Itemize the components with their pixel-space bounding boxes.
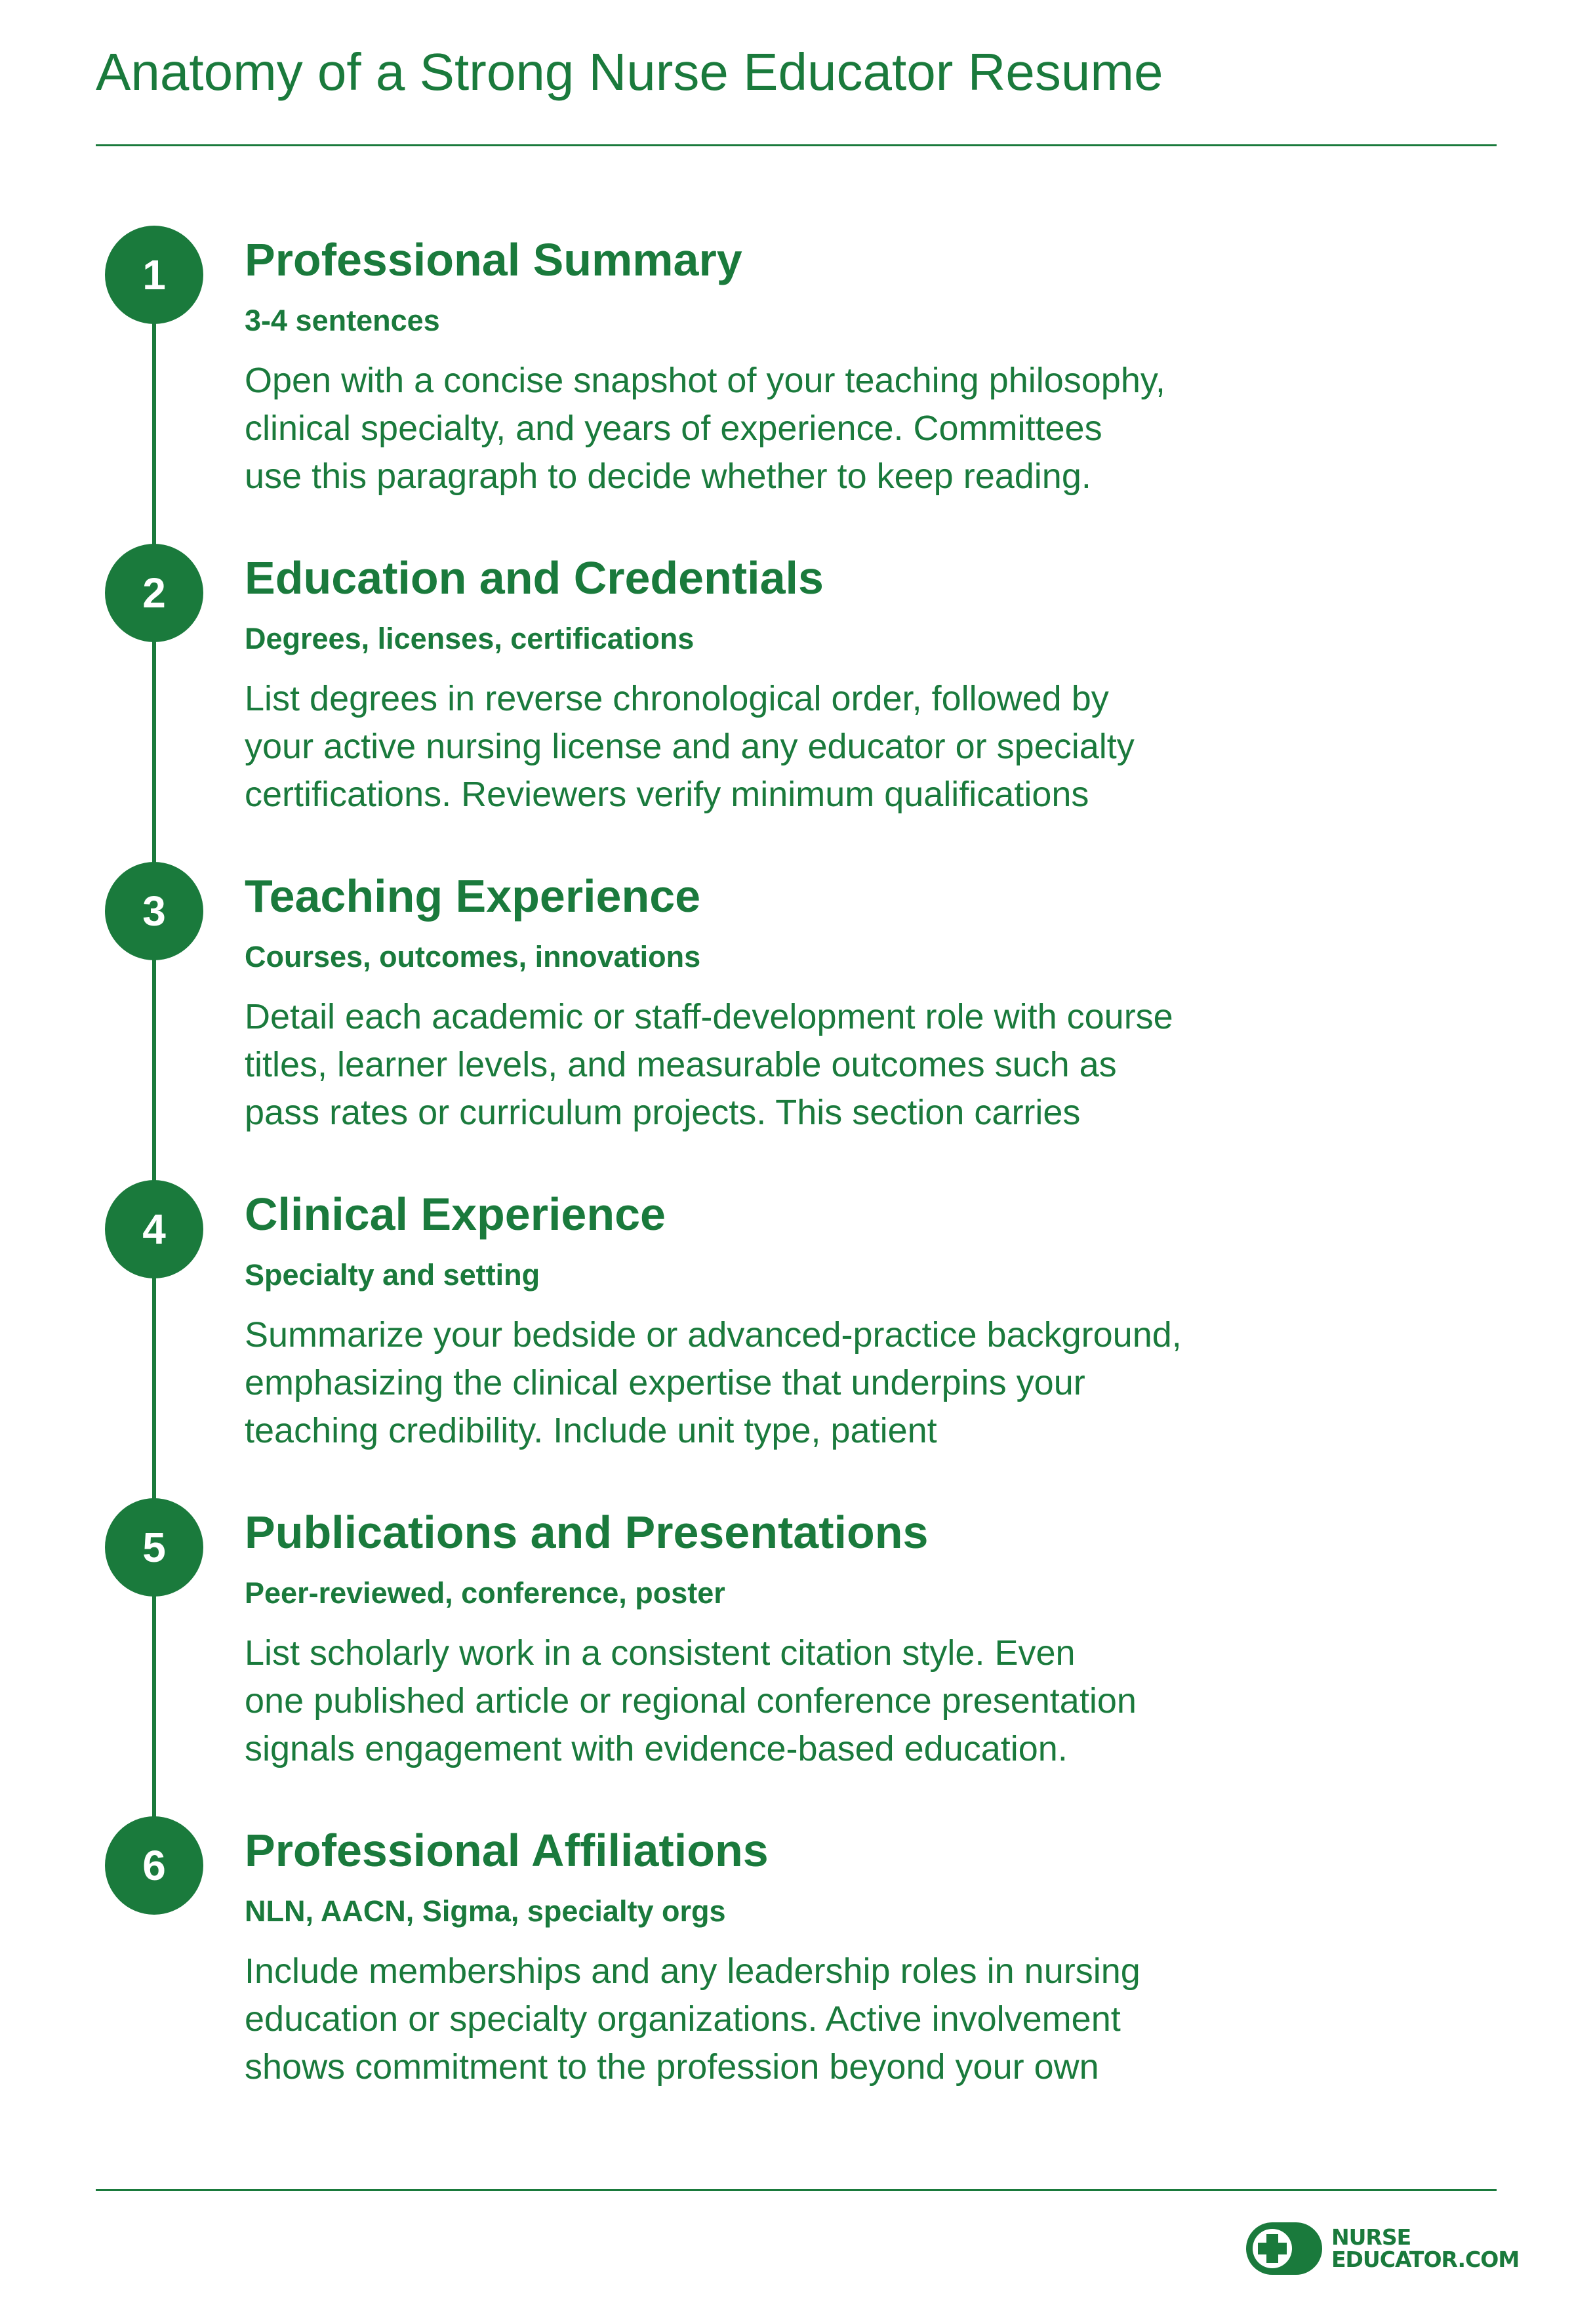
step-number-badge: 2 xyxy=(105,544,203,642)
section-body xyxy=(245,675,1268,819)
body-line: clinical specialty, and years of experience. Committees xyxy=(245,409,1102,448)
body-line: teaching credibility. Include unit type, patient xyxy=(245,1411,937,1450)
header-divider xyxy=(96,144,1497,146)
section-heading: Education and Credentials xyxy=(245,552,824,603)
section-professional-affiliations xyxy=(0,1816,1574,2092)
body-line: Summarize your bedside or advanced-practice background, xyxy=(245,1315,1182,1355)
section-publications-presentations xyxy=(0,1498,1574,1774)
page-title: Anatomy of a Strong Nurse Educator Resume xyxy=(96,43,1163,101)
section-clinical-experience xyxy=(0,1180,1574,1456)
brand-wordmark xyxy=(1331,2226,1519,2271)
step-number-badge: 3 xyxy=(105,862,203,960)
body-line: List degrees in reverse chronological order, followed by xyxy=(245,679,1109,718)
section-subheading: NLN, AACN, Sigma, specialty orgs xyxy=(245,1894,726,1928)
section-body xyxy=(245,357,1268,500)
section-subheading: 3-4 sentences xyxy=(245,304,440,337)
body-line: Include memberships and any leadership roles in nursing xyxy=(245,1951,1140,1991)
body-line: List scholarly work in a consistent citation style. Even xyxy=(245,1633,1076,1673)
body-line: Detail each academic or staff-development role with course xyxy=(245,997,1173,1036)
body-line: pass rates or curriculum projects. This section carries xyxy=(245,1093,1081,1132)
section-subheading: Peer-reviewed, conference, poster xyxy=(245,1576,725,1610)
section-heading: Professional Affiliations xyxy=(245,1825,769,1876)
section-heading: Professional Summary xyxy=(245,234,742,285)
section-heading: Publications and Presentations xyxy=(245,1507,929,1558)
step-number-badge: 4 xyxy=(105,1180,203,1278)
footer-divider xyxy=(96,2189,1497,2191)
section-teaching-experience xyxy=(0,862,1574,1137)
step-number-badge: 6 xyxy=(105,1816,203,1915)
body-line: one published article or regional conference presentation xyxy=(245,1681,1137,1721)
body-line: education or specialty organizations. Active involvement xyxy=(245,1999,1121,2039)
section-heading: Teaching Experience xyxy=(245,870,701,922)
body-line: emphasizing the clinical expertise that underpins your xyxy=(245,1363,1085,1402)
section-professional-summary xyxy=(0,226,1574,501)
body-line: shows commitment to the profession beyond your own xyxy=(245,2047,1099,2087)
section-subheading: Specialty and setting xyxy=(245,1258,540,1292)
body-line: Open with a concise snapshot of your teaching philosophy, xyxy=(245,361,1165,400)
step-number-badge: 5 xyxy=(105,1498,203,1597)
step-number-badge: 1 xyxy=(105,226,203,324)
body-line: use this paragraph to decide whether to keep reading. xyxy=(245,457,1091,496)
brand-line-1: NURSE xyxy=(1331,2224,1411,2250)
medical-cross-icon xyxy=(1246,2222,1322,2275)
section-education-credentials xyxy=(0,544,1574,819)
body-line: titles, learner levels, and measurable outcomes such as xyxy=(245,1045,1117,1084)
brand-logo xyxy=(1246,2222,1519,2275)
section-subheading: Degrees, licenses, certifications xyxy=(245,622,695,655)
body-line: your active nursing license and any educator or specialty xyxy=(245,727,1135,766)
body-line: signals engagement with evidence-based education. xyxy=(245,1729,1068,1768)
section-body xyxy=(245,993,1268,1137)
section-body xyxy=(245,1947,1268,2091)
body-line: certifications. Reviewers verify minimum qualifications xyxy=(245,775,1089,814)
section-heading: Clinical Experience xyxy=(245,1189,666,1240)
brand-line-2: EDUCATOR.COM xyxy=(1331,2247,1520,2272)
section-body xyxy=(245,1629,1268,1773)
section-body xyxy=(245,1311,1268,1455)
section-subheading: Courses, outcomes, innovations xyxy=(245,940,701,973)
